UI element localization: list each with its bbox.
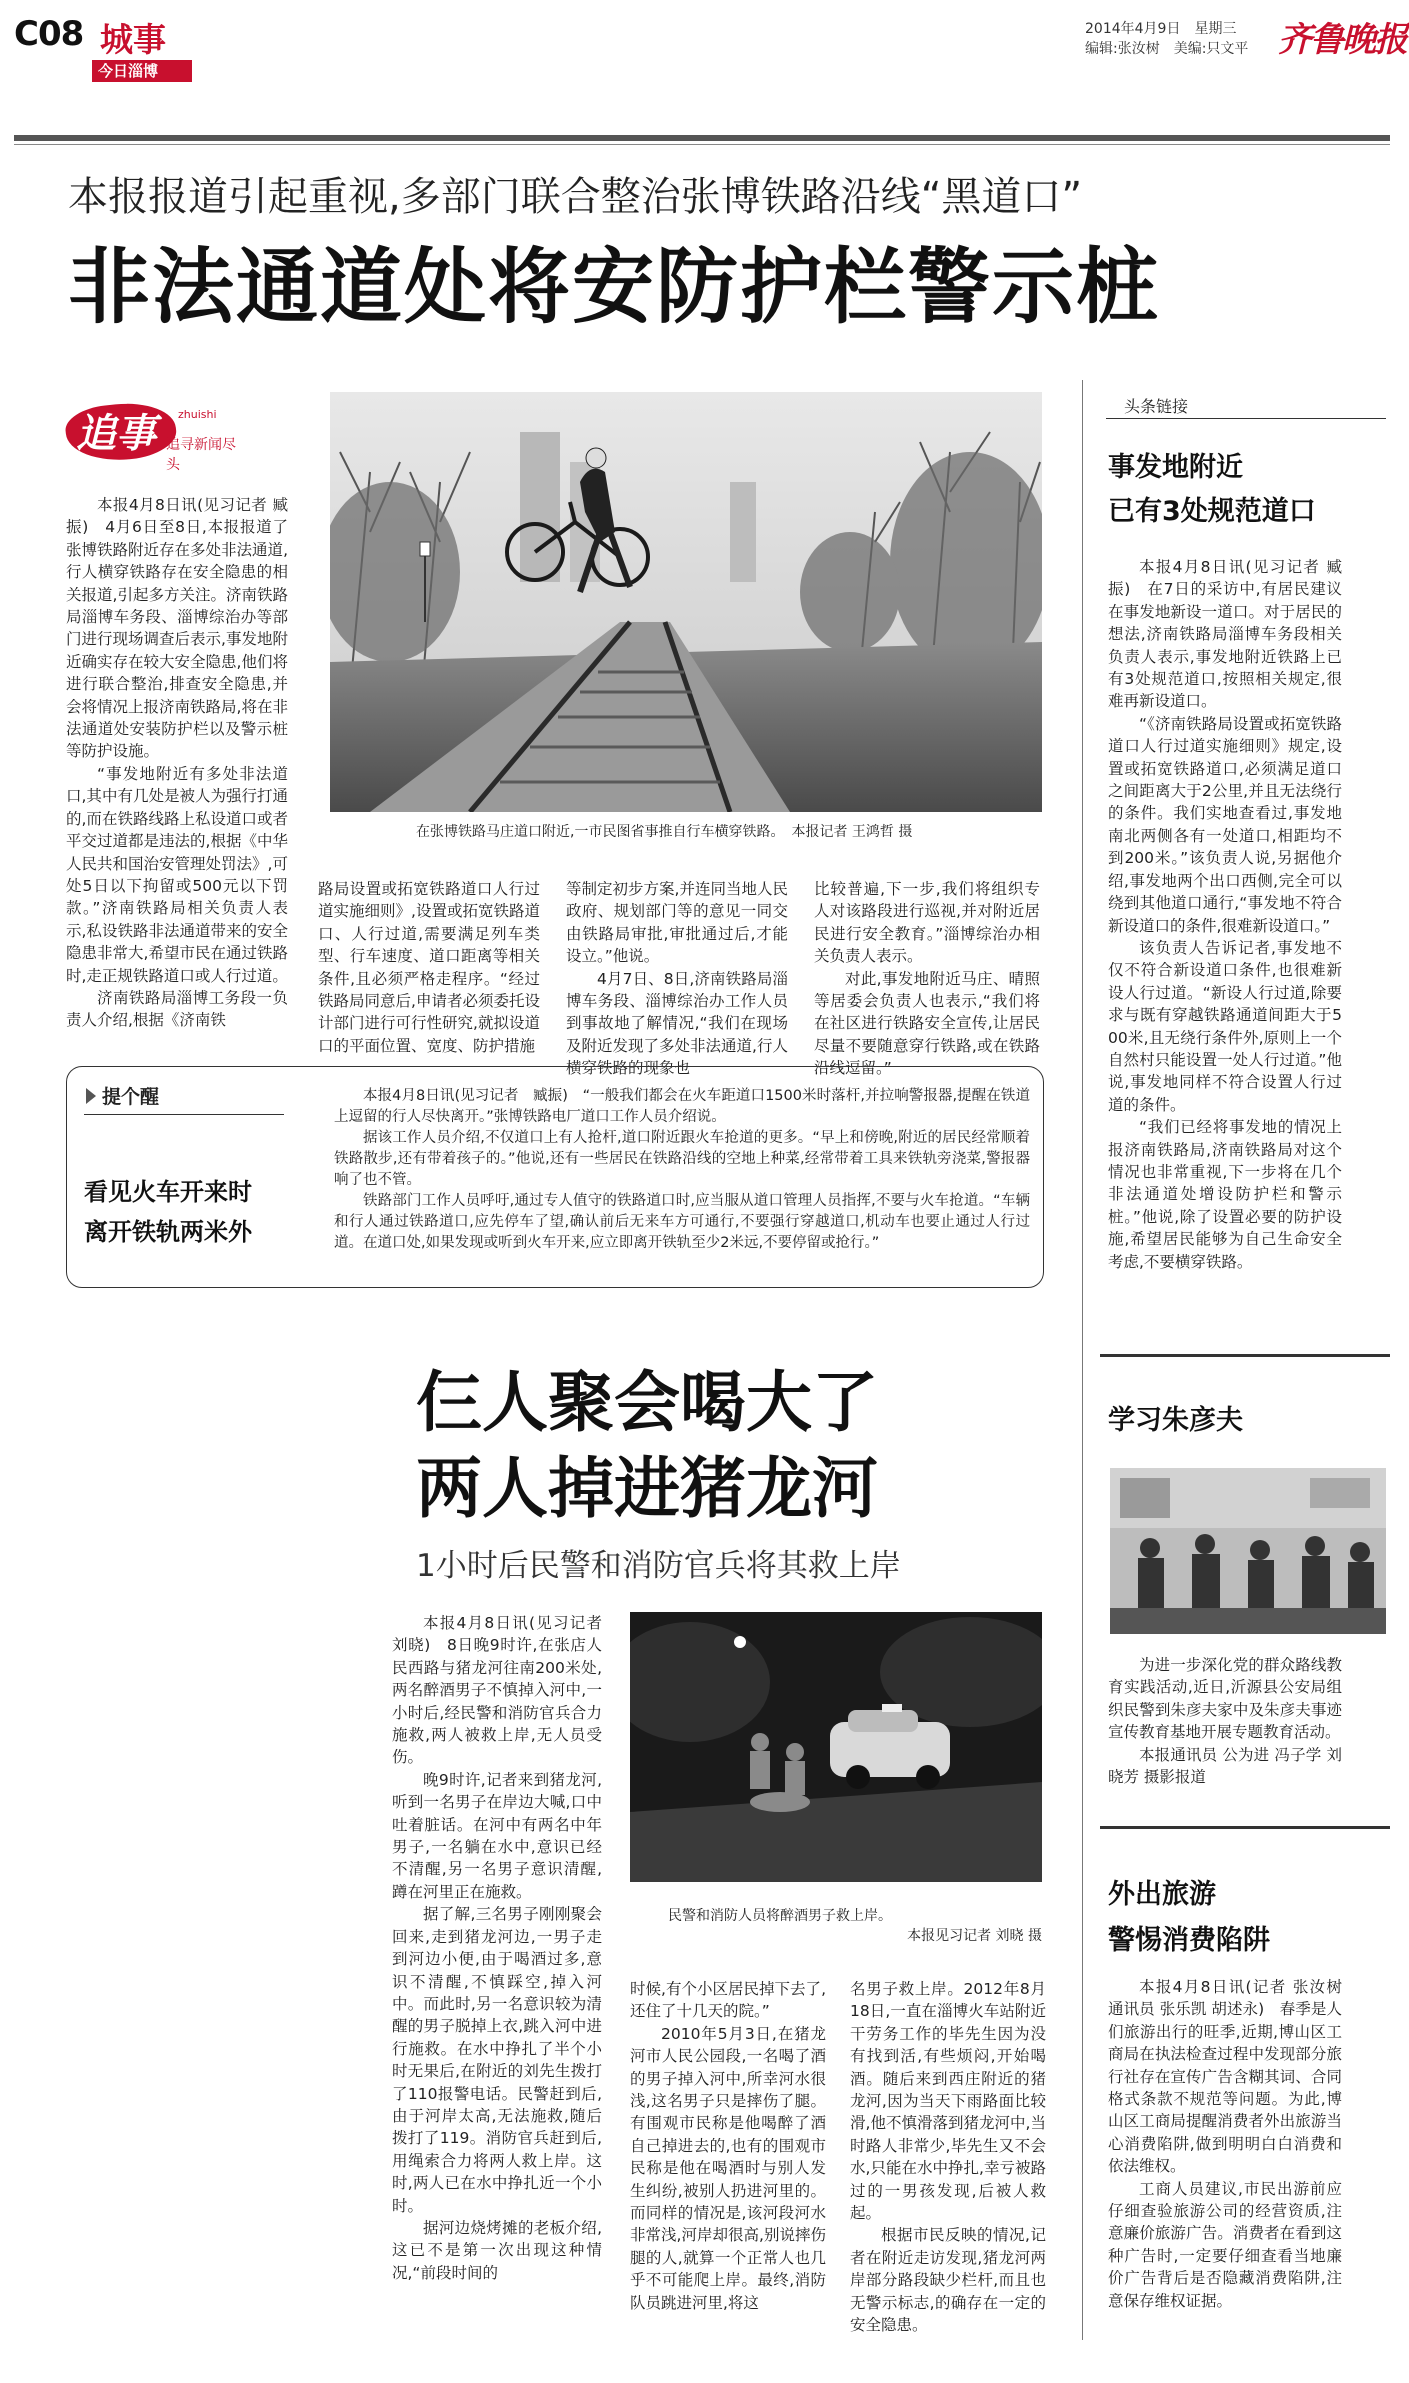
zhu-photo [1110,1468,1386,1634]
story1-column-2 [318,878,540,1057]
river-photo [630,1612,1042,1882]
linked-para: “《济南铁路局设置或拓宽铁路道口人行过道实施细则》规定,设置或拓宽铁路道口,必须满足道口之间距离大于2公里,并且无法绕行的条件。我们实地查看过,事发地南北两侧各有一处道口,相距均不到200米。”该负责人说,另据他介绍,事发地两个出口西侧,完全可以绕到其他道口通行,“事发地不符合新设道口的条件,很难新设道口。” [1108,714,1342,935]
badge-pinyin: zhuishi [178,408,217,421]
story1-col1-para: 本报4月8日讯(见习记者 臧振) 4月6日至8日,本报报道了张博铁路附近存在多处非法通道,行人横穿铁路存在安全隐患的相关报道,引起多方关注。济南铁路局淄博车务段、淄博综治办等部门进行现场调查后表示,事发地附近确实存在较大安全隐患,他们将进行联合整治,排查安全隐患,并会将情况上报济南铁路局,将在非法通道处安装防护栏以及警示桩等防护设施。 [66,496,288,761]
badge-text: 追事 [76,410,156,457]
sidebar-divider [1082,380,1083,2340]
reminder-title-line1: 看见火车开来时 [84,1178,252,1206]
story2-col3-para: 名男子救上岸。2012年8月18日,一直在淄博火车站附近干劳务工作的毕先生因为没有找到活,有些烦闷,开始喝酒。随后来到西庄附近的猪龙河,因为当天下雨路面比较滑,他不慎滑落到猪龙河中,当时路人非常少,毕先生又不会水,只能在水中挣扎,幸亏被路过的一男孩发现,后被人救起。 [850,1980,1046,2223]
story2-col1-para: 本报4月8日讯(见习记者 刘晓) 8日晚9时许,在张店人民西路与猪龙河往南200米处,两名醉酒男子不慎掉入河中,一小时后,经民警和消防官兵合力施救,两人被救上岸,无人员受伤。 [392,1614,602,1767]
page-number: C08 [14,14,84,54]
linked-para: 本报4月8日讯(见习记者 臧振) 在7日的采访中,有居民建议在事发地新设一道口。对于居民的想法,济南铁路局淄博车务段相关负责人表示,事发地附近铁路上已有3处规范道口,按照相关规定,很难再新设道口。 [1108,558,1342,711]
reminder-tab [84,1078,284,1115]
header-date [1085,18,1236,38]
story1-col3-para: 等制定初步方案,并连同当地人民政府、规划部门等的意见一同交由铁路局审批,审批通过后,才能设立。”他说。 [566,880,788,966]
story2-headline-line1: 仨人聚会喝大了 [416,1364,878,1441]
railway-photo [330,392,1042,812]
reminder-body [334,1086,1030,1254]
story1-kicker: 本报报道引起重视,多部门联合整治张博铁路沿线“黑道口” [68,174,1083,220]
zhu-title: 学习朱彦夫 [1108,1405,1243,1436]
reminder-title [84,1172,252,1252]
zhuishi-badge [66,396,246,473]
section-title: 城事 [100,20,166,59]
linked-label-box [1106,392,1386,419]
reminder-arrow-icon [86,1088,96,1104]
zhu-credit: 本报通讯员 公为进 冯子学 刘晓芳 摄影报道 [1108,1745,1342,1787]
story1-col3-para: 4月7日、8日,济南铁路局淄博车务段、淄博综治办工作人员到事故地了解情况,“我们在现场及附近发现了多处非法通道,行人横穿铁路的现象也 [566,969,788,1078]
story2-col1-para: 据了解,三名男子刚刚聚会回来,走到猪龙河边,一男子走到河边小便,由于喝酒过多,意识不清醒,不慎踩空,掉入河中。而此时,另一名意识较为清醒的男子脱掉上衣,跳入河中进行施救。在水中挣扎了半个小时无果后,在附近的刘先生拨打了110报警电话。民警赶到后,由于河岸太高,无法施救,随后拨打了119。消防官兵赶到后,用绳索合力将两人救上岸。这时,两人已在水中挣扎近一个小时。 [392,1905,602,2215]
section-subtitle: 今日淄博 [98,62,159,80]
story1-col2-para: 路局设置或拓宽铁路道口人行过道实施细则》,设置或拓宽铁路道口、人行过道,需要满足列车类型、行车速度、道口距离等相关条件,且必须严格走程序。“经过铁路局同意后,申请者必须委托设计部门进行可行性研究,就拟设道口的平面位置、宽度、防护措施 [318,880,540,1055]
story2-headline [416,1360,878,1532]
reminder-para: 据该工作人员介绍,不仅道口上有人抢杆,道口附近跟火车抢道的更多。“早上和傍晚,附近的居民经常顺着铁路散步,还有带着孩子的。”他说,还有一些居民在铁路沿线的空地上种菜,经常带着工具来铁轨旁浇菜,警报器响了也不管。 [334,1130,1030,1188]
river-photo-image [630,1612,1042,1882]
railway-photo-image [330,392,1042,812]
story2-col1-para: 据河边烧烤摊的老板介绍,这已不是第一次出现这种情况,“前段时间的 [392,2218,602,2282]
reminder-label: 提个醒 [102,1086,160,1108]
story1-headline: 非法通道处将安防护栏警示桩 [68,240,1161,335]
story2-col2-para: 时候,有个小区居民掉下去了,还住了十几天的院。” [630,1980,826,2021]
weekday: 星期三 [1194,21,1237,37]
linked-title [1108,446,1316,534]
travel-body [1108,1976,1342,2312]
story1-column-4 [814,878,1040,1080]
zhu-para: 为进一步深化党的群众路线教育实践活动,近日,沂源县公安局组织民警到朱彦夫家中及朱彦夫事迹宣传教育基地开展专题教育活动。 [1108,1656,1342,1742]
reminder-para: 铁路部门工作人员呼吁,通过专人值守的铁路道口时,应当服从道口管理人员指挥,不要与火车抢道。“车辆和行人通过铁路道口,应先停车了望,确认前后无来车方可通行,不要强行穿越道口,机动车也要止通过人行过道。在道口处,如果发现或听到火车开来,应立即离开铁轨至少2米远,不要停留或抢行。” [334,1193,1030,1251]
story2-subhead: 1小时后民警和消防官兵将其救上岸 [416,1548,901,1584]
linked-para: “我们已经将事发地的情况上报济南铁路局,济南铁路局对这个情况也非常重视,下一步将在几个非法通道处增设防护栏和警示桩。”他说,除了设置必要的防护设施,希望居民能够为自己生命安全考虑,不要横穿铁路。 [1108,1118,1342,1271]
header-rule-thin [14,144,1390,145]
sidebar-rule-2 [1100,1826,1390,1829]
story1-col1-para: “事发地附近有多处非法道口,其中有几处是被人为强行打通的,而在铁路线路上私设道口或者平交过道都是违法的,根据《中华人民共和国治安管理处罚法》,可处5日以下拘留或500元以下罚款。”济南铁路局相关负责人表示,私设铁路非法通道带来的安全隐患非常大,希望市民在通过铁路时,走正规铁路道口或人行过道。 [66,764,288,985]
linked-para: 该负责人告诉记者,事发地不仅不符合新设道口条件,也很难新设人行过道。“新设人行过道,除要求与既有穿越铁路通道间距大于500米,且无绕行条件外,原则上一个自然村只能设置一处人行过道。”他说,事发地同样不符合设置人行过道的条件。 [1108,938,1342,1114]
badge-subtitle: 追寻新闻尽头 [166,437,236,473]
travel-title [1108,1872,1270,1964]
travel-title-line1: 外出旅游 [1108,1879,1216,1910]
railway-photo-caption: 在张博铁路马庄道口附近,一市民图省事推自行车横穿铁路。 本报记者 王鸿哲 摄 [416,824,913,840]
header-editors: 编辑:张汝树 美编:只文平 [1085,41,1249,57]
story2-col2-para: 2010年5月3日,在猪龙河市人民公园段,一名喝了酒的男子掉入河中,所幸河水很浅,这名男子只是摔伤了腿。有围观市民称是他喝醉了酒自己掉进去的,也有的围观市民称是他在喝酒时与别人发生纠纷,被别人扔进河里的。而同样的情况是,该河段河水非常浅,河岸却很高,别说摔伤腿的人,就算一个正常人也几乎不可能爬上岸。最终,消防队员跳进河里,将这 [630,2024,826,2312]
river-caption-line2: 本报见习记者 刘晓 摄 [907,1928,1042,1944]
story2-column-1 [392,1612,602,2284]
header-rule [14,135,1390,141]
linked-title-line1: 事发地附近 [1108,452,1243,483]
story1-column-3 [566,878,788,1080]
sidebar-rule-1 [1100,1354,1390,1357]
story2-col3-para: 根据市民反映的情况,记者在附近走访发现,猪龙河两岸部分路段缺少栏杆,而且也无警示标志,的确存在一定的安全隐患。 [850,2226,1046,2335]
zhu-photo-image [1110,1468,1386,1634]
travel-para: 工商人员建议,市民出游前应仔细查验旅游公司的经营资质,注意廉价旅游广告。消费者在看到这种广告时,一定要仔细查看当地廉价广告背后是否隐藏消费陷阱,注意保存维权证据。 [1108,2179,1342,2310]
zhu-body [1108,1654,1342,1788]
story2-col1-para: 晚9时许,记者来到猪龙河,听到一名男子在岸边大喊,口中吐着脏话。在河中有两名中年男子,一名躺在水中,意识已经不清醒,另一名男子意识清醒,蹲在河里正在施救。 [392,1770,602,1901]
reminder-title-line2: 离开铁轨两米外 [84,1218,252,1246]
story1-column-1 [66,494,288,1032]
story2-column-3 [850,1978,1046,2337]
date: 2014年4月9日 [1085,21,1181,37]
story1-col1-para: 济南铁路局淄博工务段一负责人介绍,根据《济南铁 [66,988,288,1030]
story2-column-2 [630,1978,826,2314]
river-photo-caption [668,1906,1042,1946]
masthead-logo: 齐鲁晚报 [1278,20,1406,60]
river-caption-line1: 民警和消防人员将醉酒男子救上岸。 [668,1908,892,1924]
travel-para: 本报4月8日讯(记者 张汝树 通讯员 张乐凯 胡述永) 春季是人们旅游出行的旺季,近期,博山区工商局在执法检查过程中发现部分旅行社存在宣传广告含糊其词、合同格式条款不规范等问题。为此,博山区工商局提醒消费者外出旅游当心消费陷阱,做到明明白白消费和依法维权。 [1108,1978,1342,2176]
story2-headline-line2: 两人掉进猪龙河 [416,1450,878,1527]
linked-label: 头条链接 [1124,397,1189,416]
travel-title-line2: 警惕消费陷阱 [1108,1925,1270,1956]
story1-col4-para: 比较普遍,下一步,我们将组织专人对该路段进行巡视,并对附近居民进行安全教育。”淄博综治办相关负责人表示。 [814,880,1040,966]
linked-title-line2: 已有3处规范道口 [1108,496,1316,527]
reminder-para: 本报4月8日讯(见习记者 臧振) “一般我们都会在火车距道口1500米时落杆,并拉响警报器,提醒在铁道上逗留的行人尽快离开。”张博铁路电厂道口工作人员介绍说。 [334,1088,1030,1125]
story1-col4-para: 对此,事发地附近马庄、晴照等居委会负责人也表示,“我们将在社区进行铁路安全宣传,让居民尽量不要随意穿行铁路,或在铁路沿线逗留。” [814,969,1040,1078]
linked-body [1108,556,1342,1273]
